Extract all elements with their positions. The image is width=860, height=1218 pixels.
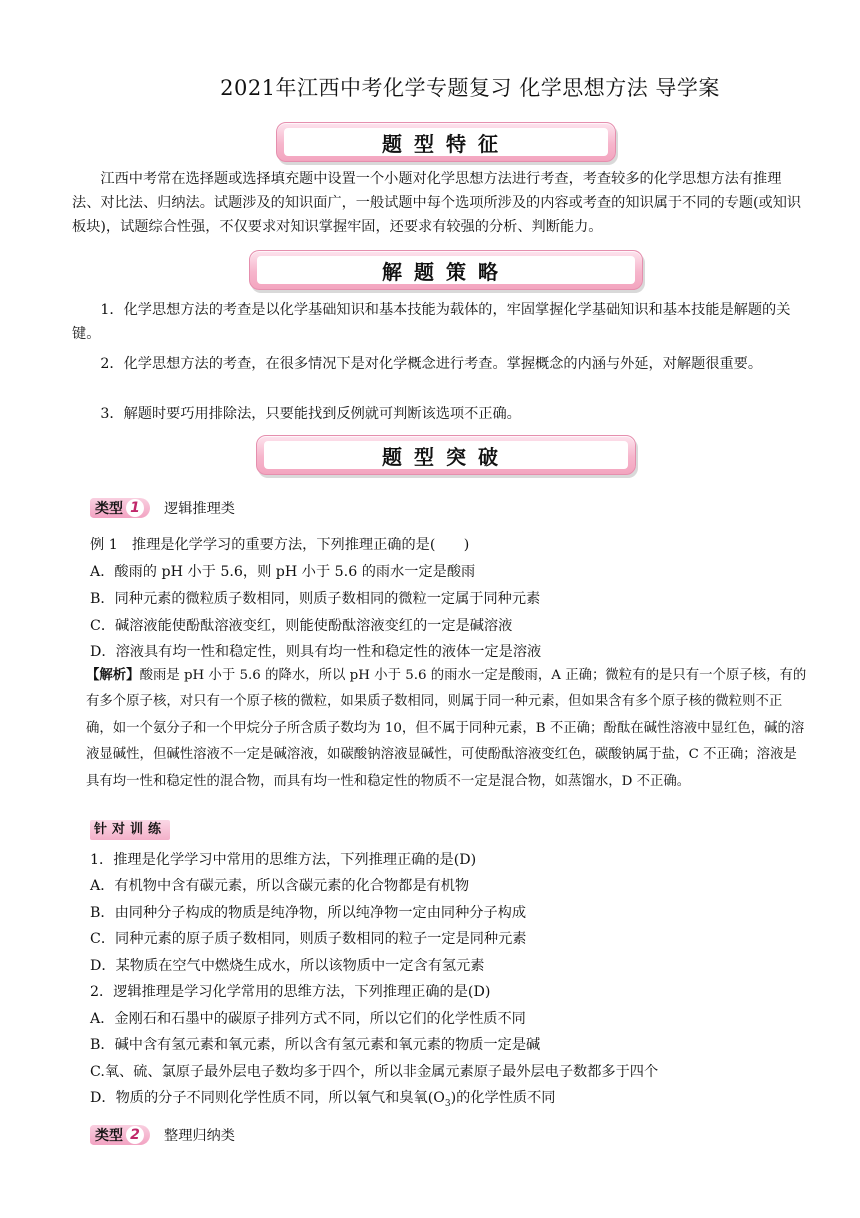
question-option: D．物质的分子不同则化学性质不同，所以氧气和臭氧$(O_3)$的化学性质不同 (90, 1090, 556, 1109)
question-option: B．碱中含有氢元素和氧元素，所以含有氢元素和氧元素的物质一定是碱 (90, 1037, 541, 1053)
question-stem: 1．推理是化学学习中常用的思维方法，下列推理正确的是(D) (90, 852, 477, 868)
type-label: 逻辑推理类 (164, 501, 235, 517)
section-banner-features (276, 122, 616, 162)
question-option: C.氧、硫、氯原子最外层电子数均多于四个，所以非金属元素原子最外层电子数都多于四个 (90, 1064, 659, 1080)
section-title: 题型特征 (382, 131, 510, 156)
question-option: D．某物质在空气中燃烧生成水，所以该物质中一定含有氢元素 (90, 958, 485, 974)
type-label: 整理归纳类 (164, 1128, 235, 1144)
section-banner-breakthrough (256, 435, 636, 475)
type-badge: 类型 2 (90, 1125, 150, 1145)
example-stem: 例 1 推理是化学学习的重要方法，下列推理正确的是( ) (90, 537, 470, 553)
type-badge: 类型 1 (90, 498, 150, 518)
strategy-item: 1．化学思想方法的考查是以化学基础知识和基本技能为载体的，牢固掌握化学基础知识和基本技能是解题的关键。 (72, 302, 791, 342)
question-option: A．有机物中含有碳元素，所以含碳元素的化合物都是有机物 (90, 878, 470, 894)
example-option-d: D．溶液具有均一性和稳定性，则具有均一性和稳定性的液体一定是溶液 (90, 644, 542, 660)
example-option-b: B．同种元素的微粒质子数相同，则质子数相同的微粒一定属于同种元素 (90, 591, 541, 607)
section-title: 题型突破 (382, 444, 510, 469)
type-tag-2 (90, 1124, 235, 1146)
example-option-a: A．酸雨的 pH 小于 5.6，则 pH 小于 5.6 的雨水一定是酸雨 (90, 564, 476, 580)
strategy-item: 2．化学思想方法的考查，在很多情况下是对化学概念进行考查。掌握概念的内涵与外延，对解题很重要。 (100, 356, 763, 372)
analysis-paragraph: 【解析】酸雨是 pH 小于 5.6 的降水，所以 pH 小于 5.6 的雨水一定是酸雨，A 正确；微粒有的是只有一个原子核，有的有多个原子核，对只有一个原子核的微粒，如果质子数相同，则属于同一种元素，但如果含有多个原子核的微粒则不正确，如一个氨分子和一个甲烷分子所含质子数均为 10，但不属于同种元素，B 不正确；酚酞在碱性溶液中显红色，碱的溶液显碱性，但碱性溶液不一定是碱溶液，如碳酸钠溶液显碱性，可使酚酞溶液变红色，碳酸钠属于盐，C 不正确；溶液是具有均一性和稳定性的混合物，而具有均一性和稳定性的物质不一定是混合物，如蒸馏水，D 不正确。 (86, 667, 807, 789)
features-paragraph: 江西中考常在选择题或选择填充题中设置一个小题对化学思想方法进行考查，考查较多的化学思想方法有推理法、对比法、归纳法。试题涉及的知识面广，一般试题中每个选项所涉及的内容或考查的知识属于不同的专题(或知识板块)，试题综合性强，不仅要求对知识掌握牢固，还要求有较强的分析、判断能力。 (72, 171, 802, 235)
strategy-item: 3．解题时要巧用排除法，只要能找到反例就可判断该选项不正确。 (100, 406, 521, 422)
example-option-c: C．碱溶液能使酚酞溶液变红，则能使酚酞溶液变红的一定是碱溶液 (90, 618, 513, 634)
question-option: A．金刚石和石墨中的碳原子排列方式不同，所以它们的化学性质不同 (90, 1011, 526, 1027)
section-title: 解题策略 (382, 259, 510, 284)
analysis-label: 【解析】 (86, 667, 140, 683)
section-banner-strategy (249, 250, 643, 290)
question-stem: 2．逻辑推理是学习化学常用的思维方法，下列推理正确的是(D) (90, 984, 491, 1000)
page-title: 2021年江西中考化学专题复习 化学思想方法 导学案 (220, 76, 720, 100)
question-option: C．同种元素的原子质子数相同，则质子数相同的粒子一定是同种元素 (90, 931, 527, 947)
training-label: 针对训练 (90, 820, 170, 840)
question-option: B．由同种分子构成的物质是纯净物，所以纯净物一定由同种分子构成 (90, 905, 527, 921)
type-tag-1 (90, 497, 235, 519)
